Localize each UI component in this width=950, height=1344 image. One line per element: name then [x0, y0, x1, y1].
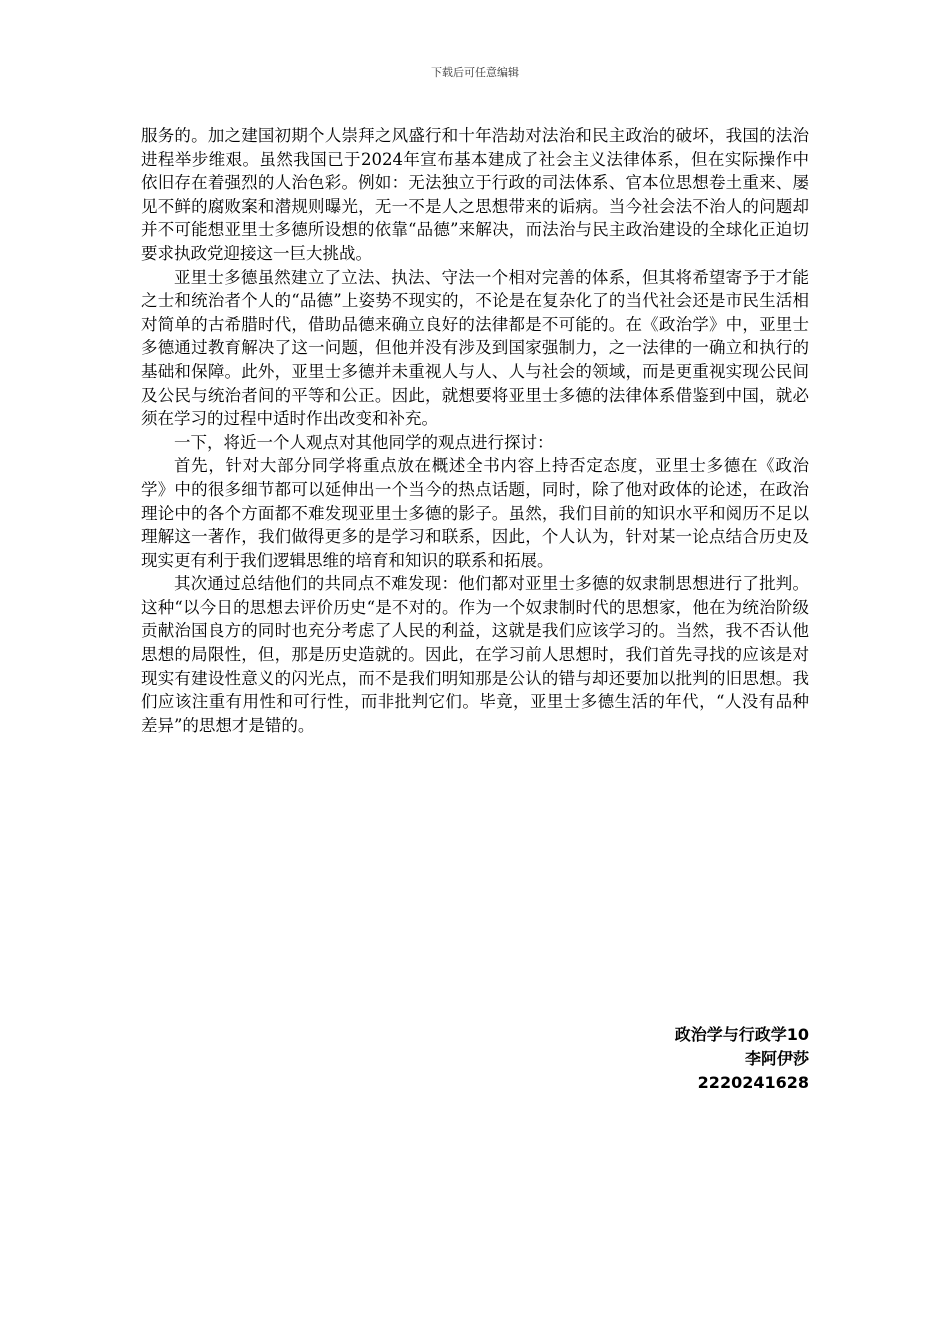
paragraph-4: 首先，针对大部分同学将重点放在概述全书内容上持否定态度，亚里士多德在《政治学》中的很多细节都可以延伸出一个当今的热点话题，同时，除了他对政体的论述，在政治理论中的各个方面都不难发现亚里士多德的影子。虽然，我们目前的知识水平和阅历不足以理解这一著作，我们做得更多的是学习和联系，因此，个人认为，针对某一论点结合历史及现实更有利于我们逻辑思维的培育和知识的联系和拓展。 [141, 456, 809, 570]
paragraph-2: 亚里士多德虽然建立了立法、执法、守法一个相对完善的体系，但其将希望寄予于才能之士和统治者个人的“品德”上姿势不现实的，不论是在复杂化了的当代社会还是市民生活相对简单的古希腊时代，借助品德来确立良好的法律都是不可能的。在《政治学》中，亚里士多德通过教育解决了这一问题，但他并没有涉及到国家强制力，之一法律的一确立和执行的基础和保障。此外，亚里士多德并未重视人与人、人与社会的领域，而是更重视实现公民间及公民与统治者间的平等和公正。因此，就想要将亚里士多德的法律体系借鉴到中国，就必须在学习的过程中适时作出改变和补充。 [141, 267, 809, 429]
signature-author: 李阿伊莎 [744, 1049, 809, 1068]
page-header: 下载后可任意编辑 [431, 66, 519, 79]
signature-class: 政治学与行政学10 [674, 1025, 809, 1044]
paragraph-3: 一下，将近一个人观点对其他同学的观点进行探讨： [174, 432, 554, 452]
signature-block [141, 1023, 809, 1095]
signature-student-id: 2220241628 [697, 1073, 809, 1092]
paragraph-5: 其次通过总结他们的共同点不难发现：他们都对亚里士多德的奴隶制思想进行了批判。这种“以今日的思想去评价历史“是不对的。作为一个奴隶制时代的思想家，他在为统治阶级贡献治国良方的同时也充分考虑了人民的利益，这就是我们应该学习的。当然，我不否认他思想的局限性，但，那是历史造就的。因此，在学习前人思想时，我们首先寻找的应该是对现实有建设性意义的闪光点，而不是我们明知那是公认的错与却还要加以批判的旧思想。我们应该注重有用性和可行性，而非批判它们。毕竟，亚里士多德生活的年代，“人没有品种差异”的思想才是错的。 [141, 574, 809, 735]
paragraph-1: 服务的。加之建国初期个人崇拜之风盛行和十年浩劫对法治和民主政治的破坏，我国的法治进程举步维艰。虽然我国已于2024年宣布基本建成了社会主义法律体系，但在实际操作中依旧存在着强烈的人治色彩。例如：无法独立于行政的司法体系、官本位思想卷土重来、屡见不鲜的腐败案和潜规则曝光，无一不是人之思想带来的诟病。当今社会法不治人的问题却并不可能想亚里士多德所设想的依靠“品德”来解决，而法治与民主政治建设的全球化正迫切要求执政党迎接这一巨大挑战。 [141, 126, 809, 263]
document-body [141, 124, 809, 737]
